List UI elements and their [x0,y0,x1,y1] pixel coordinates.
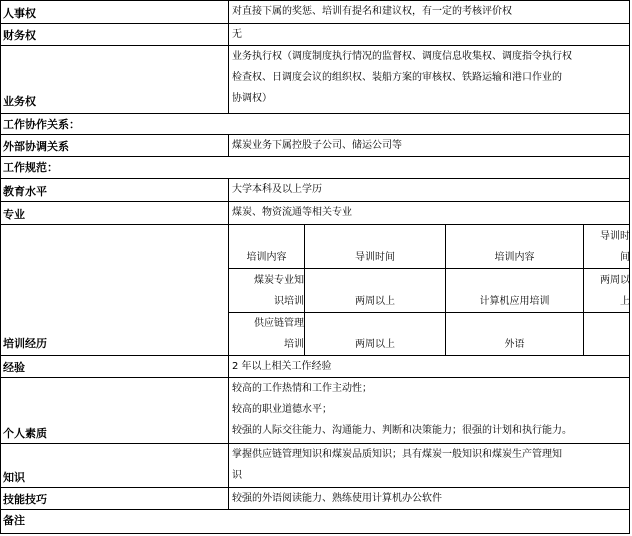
row-finance-authority [0,24,630,46]
row-business-authority [0,46,630,114]
knowledge-line-1: 掌握供应链管理知识和煤炭品质知识；具有煤炭一般知识和煤炭生产管理知 [232,449,562,460]
training-computer-duration: 两周以 上 [583,269,630,313]
row-external-coordination [0,135,630,157]
label-personnel-authority: 人事权 [1,1,229,23]
quality-line-1: 较高的工作热情和工作主动性； [232,383,372,394]
label-external-coordination: 外部协调关系 [1,135,229,156]
label-finance-authority: 财务权 [1,24,229,45]
label-education: 教育水平 [1,179,229,201]
label-training: 培训经历 [1,225,229,355]
business-line-2: 检查权、日调度会议的组织权、装船方案的审核权、铁路运输和港口作业的 [232,72,562,83]
training-header-time-1: 导训时间 [304,225,445,269]
value-personnel-authority: 对直接下属的奖惩、培训有提名和建议权，有一定的考核评价权 [232,6,512,17]
training-header-content-2: 培训内容 [445,225,583,269]
business-line-1: 业务执行权（调度制度执行情况的监督权、调度信息收集权、调度指令执行权 [232,51,572,62]
label-personal-qualities: 个人素质 [1,378,229,443]
row-training [0,225,630,356]
training-supply-chain-duration: 两周以上 [304,313,445,355]
row-major [0,202,630,225]
value-skills: 较强的外语阅读能力、熟练使用计算机办公软件 [232,493,442,504]
row-experience [0,356,630,378]
value-business-authority [229,46,629,113]
training-computer: 计算机应用培训 [445,269,583,313]
business-line-3: 协调权） [232,93,272,104]
training-foreign-language: 外语 [445,313,583,355]
label-business-authority: 业务权 [1,46,229,113]
label-skills: 技能技巧 [1,488,229,509]
value-major: 煤炭、物资流通等相关专业 [232,207,352,218]
section-work-standards: 工作规范： [0,157,630,179]
quality-line-3: 较强的人际交往能力、沟通能力、判断和决策能力；很强的计划和执行能力。 [232,425,572,436]
label-major: 专业 [1,202,229,224]
value-finance-authority: 无 [232,29,242,40]
label-experience: 经验 [1,356,229,377]
row-personnel-authority [0,0,630,24]
training-foreign-language-duration [583,313,630,355]
label-knowledge: 知识 [1,444,229,487]
quality-line-2: 较高的职业道德水平； [232,404,332,415]
value-external-coordination: 煤炭业务下属控股子公司、储运公司等 [232,140,402,151]
row-knowledge [0,444,630,488]
training-header-time-2: 导训时 间 [583,225,630,269]
training-header-content-1: 培训内容 [229,225,304,269]
row-education [0,179,630,202]
row-personal-qualities [0,378,630,444]
section-work-collaboration: 工作协作关系： [0,114,630,135]
row-skills [0,488,630,510]
knowledge-line-2: 识 [232,470,242,481]
training-coal-knowledge: 煤炭专业知 识培训 [229,269,304,313]
value-experience: 2 年以上相关工作经验 [232,361,332,372]
row-remarks: 备注 [0,510,630,534]
training-grid [229,225,629,355]
training-supply-chain: 供应链管理 培训 [254,318,304,350]
value-knowledge [229,444,629,487]
training-coal-duration: 两周以上 [304,269,445,313]
value-personal-qualities [229,378,629,443]
value-education: 大学本科及以上学历 [232,184,322,195]
